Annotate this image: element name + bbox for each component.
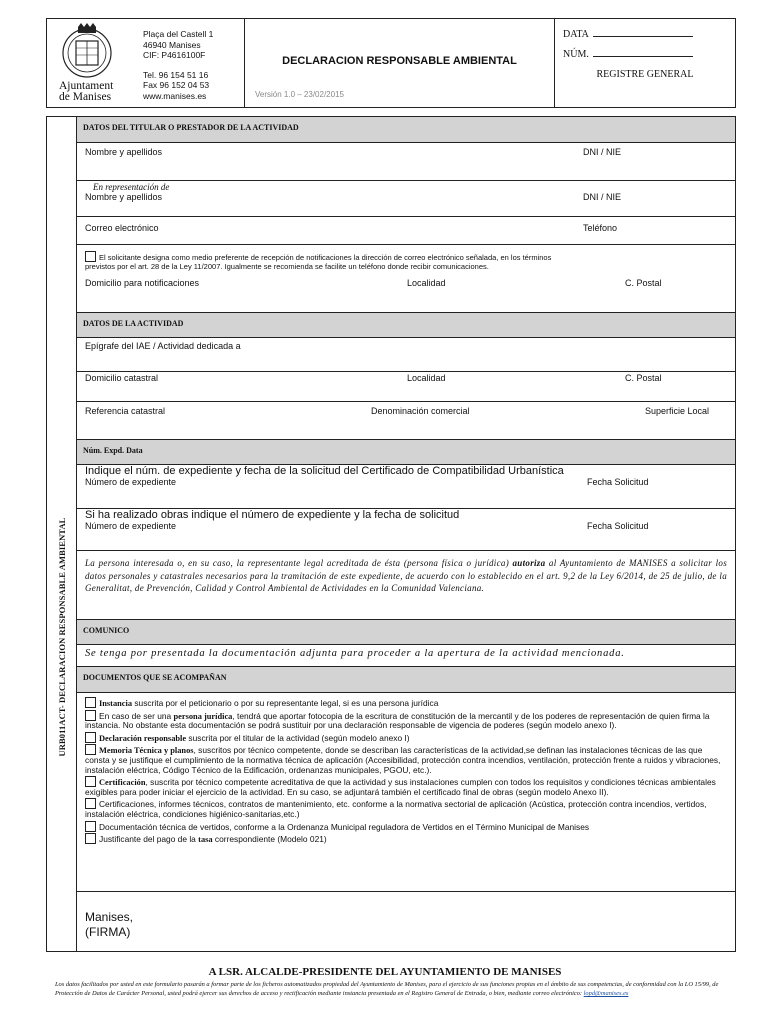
section-actividad: DATOS DE LA ACTIVIDAD	[77, 312, 735, 338]
nombre-label: Nombre y apellidos	[85, 147, 163, 157]
document-title: DECLARACION RESPONSABLE AMBIENTAL	[282, 55, 517, 67]
representacion-row[interactable]	[77, 181, 735, 217]
notif-line1: El solicitante designa como medio preferente de recepción de notificaciones la dirección de correo electrónico señalada, en los términos	[99, 253, 552, 262]
doc-checkbox[interactable]	[85, 821, 96, 832]
address-line: Plaça del Castell 1	[143, 29, 214, 39]
section-documentos: DOCUMENTOS QUE SE ACOMPAÑAN	[77, 667, 735, 693]
autoriza-pre: La persona interesada o, en su caso, la representante legal acreditada de ésta (persona física o jurídica)	[85, 558, 509, 568]
address-line: Fax 96 152 04 53	[143, 80, 210, 90]
epigrafe-row[interactable]	[77, 338, 735, 372]
referencia-row[interactable]	[77, 402, 735, 436]
doc-checkbox[interactable]	[85, 776, 96, 787]
notif-text	[85, 251, 727, 262]
doc-item-text: , suscrita por técnico competente acreditativa de que la actividad y sus instalaciones cumplen con todos los requisitos y condiciones técnicas ambientales exigibles para poder iniciar el ejercicio de la actividad. En su caso, se adjuntará también el certificado final de obras (según modelo Anexo II).	[85, 777, 716, 797]
footer-note-text: Los datos facilitados por usted en este formulario pasarán a formar parte de los ficheros automatizados propiedad del Ayuntamiento de Manises, para el ejercicio de sus funciones propias en el ámbito de sus competencias, de conformidad con la LO 15/99, de Protección de Datos de Carácter Personal, usted podrá ejercer sus derechos de acceso y rectificación mediante instancia presentada en el Registro General de Entrada, o bien, mediante correo electrónico:	[55, 981, 719, 997]
referencia-label: Referencia catastral	[85, 406, 166, 416]
doc-item-bold: Certificación	[99, 778, 146, 788]
obras-label: Si ha realizado obras indique el número de expediente y la fecha de solicitud	[85, 509, 460, 521]
doc-item	[85, 821, 727, 833]
address-block	[143, 29, 213, 101]
num-field	[563, 49, 727, 60]
dni2-label: DNI / NIE	[583, 192, 622, 202]
notif-line2: previstos por el art. 28 de la Ley 11/2007. Igualmente se recomienda se facilite un teléfono donde recibir comunicaciones.	[85, 262, 489, 271]
comunico-text: Se tenga por presentada la documentación adjunta para proceder a la apertura de la actividad mencionada.	[85, 648, 625, 659]
doc-checkbox[interactable]	[85, 697, 96, 708]
numero-expediente-label: Número de expediente	[85, 477, 177, 487]
telefono-label: Teléfono	[583, 223, 618, 233]
data-label: DATA	[563, 29, 589, 40]
firma-box[interactable]	[77, 891, 735, 953]
comunico-row	[77, 645, 735, 667]
doc-item-bold: Memoria Técnica y planos	[99, 746, 194, 756]
doc-item-pre: Justificante del pago de la	[99, 834, 199, 845]
section-expediente: Núm. Expd. Data	[77, 439, 735, 465]
doc-checkbox[interactable]	[85, 798, 96, 809]
domicilio-catastral-row[interactable]	[77, 372, 735, 402]
autorizacion-text	[77, 557, 735, 595]
doc-item-bold: tasa	[198, 835, 213, 845]
form-content	[77, 117, 735, 951]
superficie-label: Superficie Local	[645, 406, 710, 416]
doc-item-bold: persona jurídica	[173, 711, 233, 721]
doc-item	[85, 744, 727, 775]
form-sidebar	[47, 117, 77, 951]
section-comunico: COMUNICO	[77, 619, 735, 645]
registry-block	[555, 19, 735, 107]
nombre-row[interactable]	[77, 143, 735, 181]
ajuntament-line2: de Manises	[59, 91, 112, 103]
compatibilidad-row[interactable]	[77, 465, 735, 509]
numero-expediente2-label: Número de expediente	[85, 521, 177, 531]
dni-label: DNI / NIE	[583, 147, 622, 157]
ajuntament-name	[59, 81, 113, 103]
fecha-solicitud2-label: Fecha Solicitud	[587, 521, 649, 531]
doc-item-text: Certificaciones, informes técnicos, contratos de mantenimiento, etc. conforme a la normativa sectorial de aplicación (Acústica, protección contra incendios, vertidos, instalación eléctrica, condiciones higiénico-sanitarias,etc.)	[85, 799, 707, 819]
version-label: Versión 1.0 – 23/02/2015	[255, 90, 344, 99]
doc-item-text: correspondiente (Modelo 021)	[212, 834, 327, 845]
representacion-label: En representación de	[93, 182, 170, 192]
localidad-label: Localidad	[407, 373, 446, 383]
doc-checkbox[interactable]	[85, 732, 96, 743]
cpostal-label: C. Postal	[625, 373, 662, 383]
domicilio-catastral-label: Domicilio catastral	[85, 373, 159, 383]
nombre2-label: Nombre y apellidos	[85, 192, 163, 202]
cpostal-notif-label: C. Postal	[625, 278, 662, 288]
epigrafe-label: Epígrafe del IAE / Actividad dedicada a	[85, 341, 241, 351]
denominacion-label: Denominación comercial	[371, 406, 470, 416]
firma-label: (FIRMA)	[85, 925, 131, 939]
address-line: Tel. 96 154 51 16	[143, 69, 209, 80]
doc-item-bold: Instancia	[99, 699, 133, 708]
footer-title: A LSR. ALCALDE-PRESIDENTE DEL AYUNTAMIENTO DE MANISES	[208, 966, 562, 978]
autoriza-bold: autoriza	[512, 558, 546, 568]
domicilio-notif-label: Domicilio para notificaciones	[85, 278, 200, 288]
correo-label: Correo electrónico	[85, 223, 159, 233]
doc-item-text: suscrita por el peticionario o por su representante legal, si es una persona jurídica	[132, 698, 439, 708]
doc-item-text: , tendrá que aportar fotocopia de la escritura de constitución de la mercantil y de los poderes de representación de quien firma la instancia. No obstante esta documentación se podrá sustituir por una declaración responsable de vigencia de poderes (según modelo anexo I).	[85, 710, 710, 731]
doc-item-text: , suscritos por técnico competente, donde se describan las características de la actividad,se definan las instalaciones técnicas de las que consta y se justifique el cumplimiento de la normativa técnica de aplicación (Accesibilidad, protección contra incendios, ventilación, protección frente a ruidos y vibraciones, instalación eléctrica, Código Técnico de la Edificación, ordenanzas municipales, PGOU, etc.).	[85, 745, 721, 775]
ajuntament-line1: Ajuntament	[59, 80, 114, 92]
doc-item	[85, 833, 727, 845]
obras-row[interactable]	[77, 509, 735, 551]
autoriza-post: al Ayuntamiento de MANISES a solicitar los datos personales y catastrales necesarios para la tramitación de este expediente, de acuerdo con lo establecido en el art. 9,2 de la Ley 6/2014, de 25 de julio, de la Generalitat, de Prevención, Calidad y Control Ambiental de Actividades en la Comunidad Valenciana.	[85, 558, 727, 593]
doc-item-pre: En caso de ser una	[99, 710, 174, 721]
lopd-email-link[interactable]: lopd@manises.es	[583, 990, 629, 997]
data-blank[interactable]	[593, 36, 693, 37]
domicilio-notif-row[interactable]	[77, 278, 735, 308]
manises-crest-icon	[59, 21, 115, 83]
doc-item	[85, 776, 727, 797]
notificaciones-consent	[85, 251, 727, 271]
doc-item-text: Documentación técnica de vertidos, conforme a la Ordenanza Municipal reguladora de Vertidos en el Término Municipal de Manises	[99, 821, 590, 832]
form-body	[46, 116, 736, 952]
num-blank[interactable]	[593, 56, 693, 57]
section-titular: DATOS DEL TITULAR O PRESTADOR DE LA ACTIVIDAD	[77, 117, 735, 143]
doc-checkbox[interactable]	[85, 744, 96, 755]
footer-privacy-note	[55, 980, 735, 998]
form-code-label: URB011ACT- DECLARACION RESPONSABLE AMBIENTAL	[57, 517, 67, 757]
doc-item-bold: Declaración responsable	[99, 733, 187, 743]
doc-item	[85, 697, 727, 709]
notif-checkbox[interactable]	[85, 251, 96, 262]
num-label: NÚM.	[563, 49, 589, 60]
address-line: 46940 Manises	[143, 39, 201, 50]
doc-item	[85, 732, 727, 744]
logo-block	[47, 19, 245, 107]
fecha-solicitud-label: Fecha Solicitud	[587, 477, 649, 487]
firma-text	[85, 910, 133, 940]
doc-checkbox[interactable]	[85, 833, 96, 844]
title-block	[245, 19, 555, 107]
compatibilidad-label: Indique el núm. de expediente y fecha de la solicitud del Certificado de Compatibilidad Urbanística	[85, 465, 564, 477]
localidad-notif-label: Localidad	[407, 278, 446, 288]
documentos-list	[77, 697, 735, 846]
doc-item	[85, 798, 727, 819]
doc-item-text: suscrita por el titular de la actividad (según modelo anexo I)	[186, 732, 410, 743]
doc-item	[85, 710, 727, 731]
address-line: www.manises.es	[143, 90, 207, 101]
data-field	[563, 29, 727, 40]
address-line: CIF: P4616100F	[143, 50, 206, 60]
doc-checkbox[interactable]	[85, 710, 96, 721]
document-header	[46, 18, 736, 108]
correo-row[interactable]	[77, 217, 735, 245]
registre-general-label: REGISTRE GENERAL	[596, 69, 694, 80]
firma-lugar: Manises,	[85, 910, 134, 924]
